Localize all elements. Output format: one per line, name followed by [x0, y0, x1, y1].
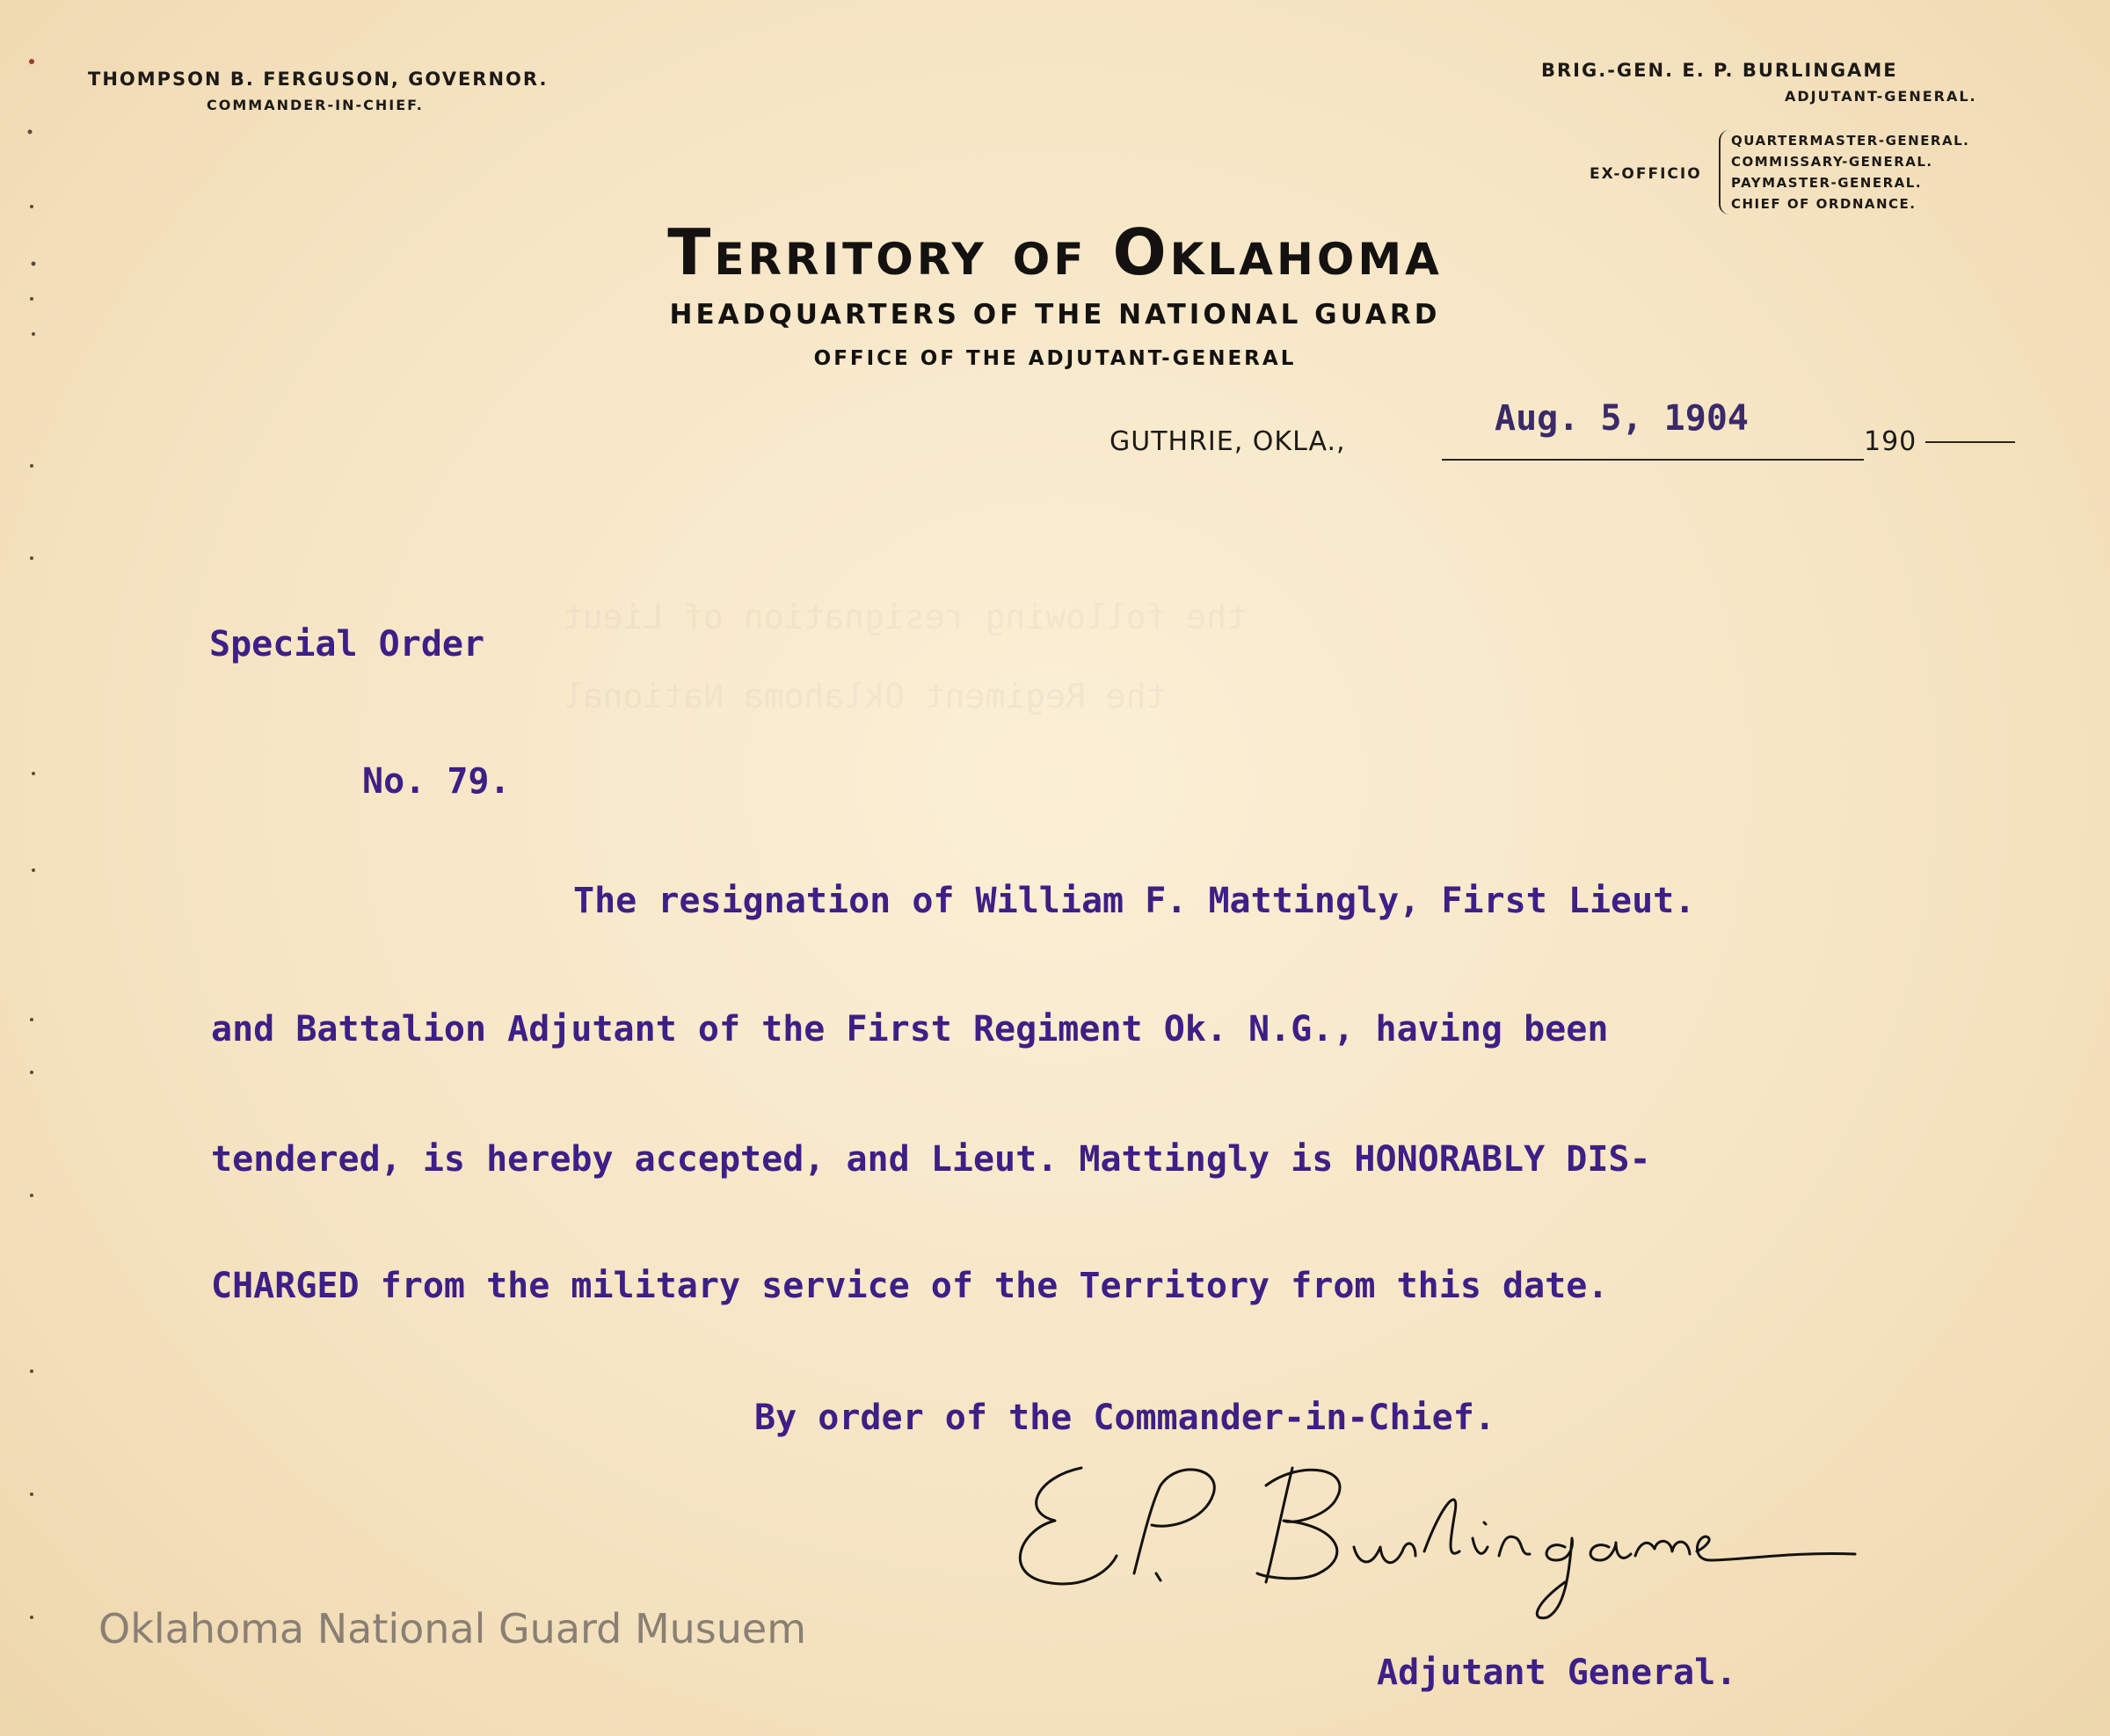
closing-line: By order of the Commander-in-Chief. — [754, 1398, 1495, 1438]
order-number: No. 79. — [362, 761, 511, 802]
bleed-through-text — [563, 677, 1166, 715]
year-line — [1925, 441, 2015, 443]
date-line — [1442, 459, 1864, 461]
place-label: GUTHRIE, OKLA., — [1110, 426, 1346, 457]
museum-watermark: Oklahoma National Guard Musuem — [98, 1605, 807, 1652]
body-line: tendered, is hereby accepted, and Lieut. Mattingly is HONORABLY DIS- — [211, 1139, 1651, 1180]
letterhead-subtitle-hq: HEADQUARTERS OF THE NATIONAL GUARD — [669, 299, 1441, 330]
office-item: CHIEF OF ORDNANCE. — [1731, 196, 1917, 212]
office-item: QUARTERMASTER-GENERAL. — [1731, 133, 1970, 149]
ex-officio-offices — [1719, 130, 1969, 214]
signature — [1002, 1450, 1864, 1626]
governor-name: THOMPSON B. FERGUSON, GOVERNOR. — [88, 69, 549, 90]
body-line: The resignation of William F. Mattingly, First Lieut. — [573, 881, 1696, 921]
adjutant-name: BRIG.-GEN. E. P. BURLINGAME — [1541, 60, 1898, 81]
letterhead-subtitle-office: OFFICE OF THE ADJUTANT-GENERAL — [813, 347, 1297, 370]
year-prefix: 190 — [1864, 426, 1917, 457]
body-line: and Battalion Adjutant of the First Regiment Ok. N.G., having been — [211, 1009, 1609, 1050]
governor-title: COMMANDER-IN-CHIEF. — [207, 97, 424, 113]
office-item: PAYMASTER-GENERAL. — [1731, 175, 1923, 191]
bleed-through-text — [563, 598, 1247, 636]
binder-holes — [25, 53, 42, 1679]
office-item: COMMISSARY-GENERAL. — [1731, 154, 1933, 170]
signer-title: Adjutant General. — [1377, 1652, 1737, 1693]
ex-officio-label: EX-OFFICIO — [1590, 165, 1702, 183]
order-heading: Special Order — [209, 624, 485, 665]
letter-date: Aug. 5, 1904 — [1495, 398, 1749, 439]
adjutant-title: ADJUTANT-GENERAL. — [1785, 88, 1977, 105]
body-line: CHARGED from the military service of the Territory from this date. — [211, 1266, 1609, 1306]
letterhead-title: Territory of Oklahoma — [667, 215, 1443, 289]
